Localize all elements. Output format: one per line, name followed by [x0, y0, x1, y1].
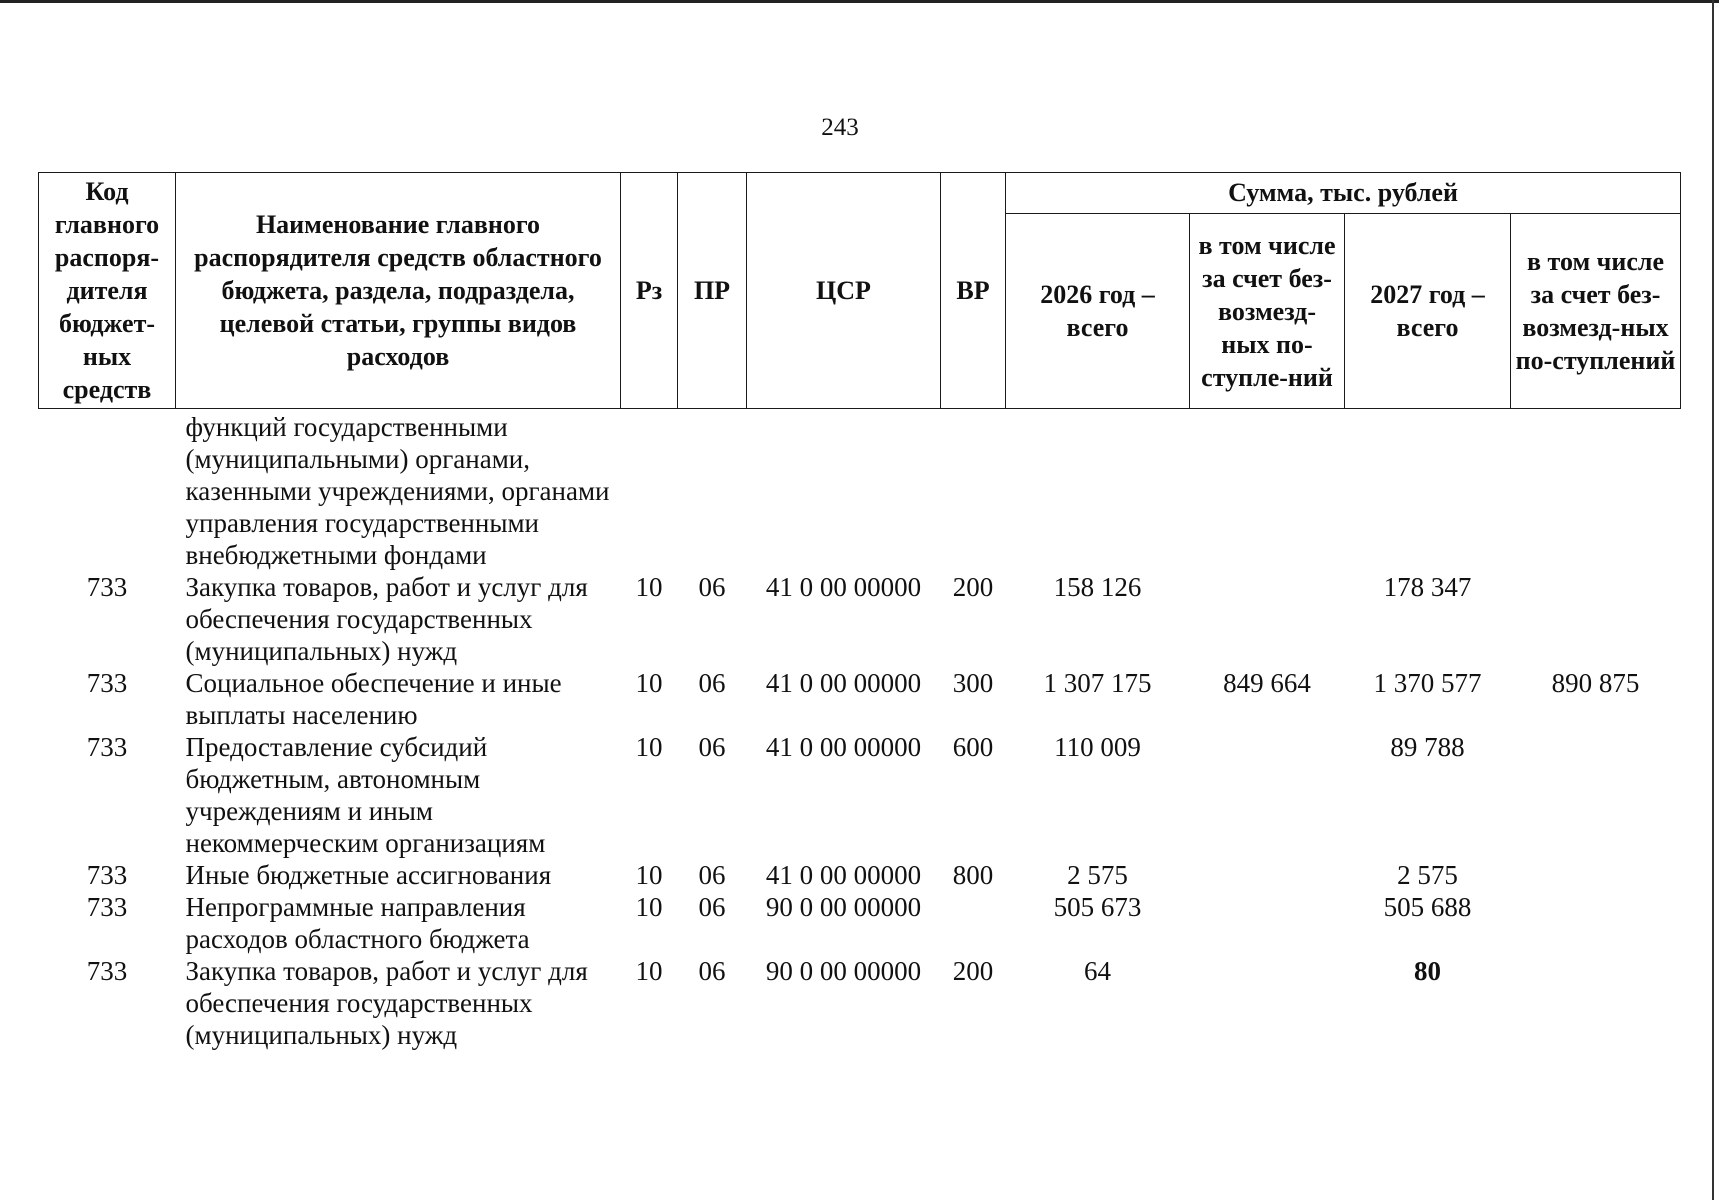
- cell-csr: 41 0 00 00000: [765, 668, 922, 698]
- cell-2027-total: 80: [1414, 956, 1441, 986]
- header-pr: ПР: [678, 173, 747, 409]
- cell-code: 733: [86, 732, 128, 762]
- cell-csr: [747, 409, 941, 572]
- cell-2026-free: [1190, 731, 1345, 859]
- header-2027-total: 2027 год – всего: [1345, 214, 1511, 409]
- cell-pr: 06: [698, 732, 726, 762]
- cell-2027-free: [1511, 409, 1681, 572]
- table-row: [39, 571, 1681, 667]
- cell-2027-free: 890 875: [1551, 668, 1640, 698]
- cell-vr: 600: [952, 732, 994, 762]
- cell-2026-free: [1190, 571, 1345, 667]
- cell-name: Закупка товаров, работ и услуг для обеспечения государственных (муниципальных) нужд: [185, 572, 588, 666]
- cell-2026-total: 1 307 175: [1043, 668, 1152, 698]
- scan-right-edge: [1712, 0, 1714, 1200]
- cell-code: 733: [86, 668, 128, 698]
- cell-2026-total: [1006, 409, 1190, 572]
- cell-pr: 06: [698, 892, 726, 922]
- cell-2027-total: [1345, 409, 1511, 572]
- cell-2026-free: [1190, 891, 1345, 955]
- cell-name: Иные бюджетные ассигнования: [185, 860, 552, 890]
- cell-pr: 06: [698, 668, 726, 698]
- header-code: Код главного распоря-дителя бюджет-ных средств: [39, 173, 176, 409]
- cell-csr: 90 0 00 00000: [765, 892, 922, 922]
- table-row: [39, 731, 1681, 859]
- cell-vr: 200: [952, 572, 994, 602]
- header-csr: ЦСР: [747, 173, 941, 409]
- header-2026-total: 2026 год – всего: [1006, 214, 1190, 409]
- header-row-1: [39, 173, 1681, 214]
- cell-csr: 41 0 00 00000: [765, 572, 922, 602]
- cell-pr: 06: [698, 956, 726, 986]
- table-body: [39, 409, 1681, 1052]
- header-vr: ВР: [941, 173, 1006, 409]
- cell-rz: 10: [635, 860, 663, 890]
- cell-2027-free: [1511, 859, 1681, 891]
- cell-name: Социальное обеспечение и иные выплаты населению: [185, 668, 562, 730]
- cell-name: Непрограммные направления расходов областного бюджета: [185, 892, 530, 954]
- cell-pr: [678, 409, 747, 572]
- header-name: Наименование главного распорядителя средств областного бюджета, раздела, подраздела, целевой статьи, группы видов расходов: [176, 173, 621, 409]
- cell-2027-total: 89 788: [1390, 732, 1465, 762]
- header-rz: Рз: [621, 173, 678, 409]
- cell-2026-total: 2 575: [1067, 860, 1128, 890]
- table-row: [39, 667, 1681, 731]
- cell-pr: 06: [698, 572, 726, 602]
- cell-csr: 41 0 00 00000: [765, 732, 922, 762]
- cell-code: 733: [86, 860, 128, 890]
- cell-csr: 41 0 00 00000: [765, 860, 922, 890]
- page-number: 243: [821, 114, 859, 141]
- budget-table: [38, 172, 1681, 1051]
- cell-rz: 10: [635, 732, 663, 762]
- cell-2027-total: 505 688: [1383, 892, 1472, 922]
- cell-2027-free: [1511, 571, 1681, 667]
- cell-2026-free: [1190, 409, 1345, 572]
- cell-2026-total: 505 673: [1053, 892, 1142, 922]
- cell-2027-total: 178 347: [1383, 572, 1472, 602]
- cell-2026-free: [1190, 859, 1345, 891]
- cell-2026-total: 110 009: [1054, 732, 1141, 762]
- cell-code: 733: [86, 572, 128, 602]
- cell-code: 733: [86, 892, 128, 922]
- cell-2026-total: 64: [1084, 956, 1111, 986]
- cell-2026-free: 849 664: [1223, 668, 1311, 698]
- cell-vr: [941, 891, 1006, 955]
- cell-name: Закупка товаров, работ и услуг для обеспечения государственных (муниципальных) нужд: [185, 956, 588, 1050]
- cell-vr: 300: [952, 668, 994, 698]
- header-sum: Сумма, тыс. рублей: [1006, 173, 1681, 214]
- cell-2027-free: [1511, 955, 1681, 1051]
- table-row: [39, 859, 1681, 891]
- cell-vr: [941, 409, 1006, 572]
- cell-rz: [621, 409, 678, 572]
- table-row: [39, 891, 1681, 955]
- header-2026-free: в том числе за счет без-возмезд-ных по-ступле-ний: [1190, 214, 1345, 409]
- cell-name: Предоставление субсидий бюджетным, автономным учреждениям и иным некоммерческим организациям: [185, 732, 546, 858]
- cell-rz: 10: [635, 668, 663, 698]
- cell-vr: 200: [952, 956, 994, 986]
- cell-name: функций государственными (муниципальными) органами, казенными учреждениями, органами управления государственными внебюджетными фондами: [185, 412, 610, 570]
- cell-2026-free: [1190, 955, 1345, 1051]
- table-header: [39, 173, 1681, 409]
- cell-rz: 10: [635, 956, 663, 986]
- cell-csr: 90 0 00 00000: [765, 956, 922, 986]
- cell-pr: 06: [698, 860, 726, 890]
- scan-top-edge: [0, 0, 1719, 3]
- cell-2027-total: 2 575: [1397, 860, 1458, 890]
- header-2027-free: в том числе за счет без-возмезд-ных по-ступлений: [1511, 214, 1681, 409]
- cell-vr: 800: [952, 860, 994, 890]
- table-row: [39, 955, 1681, 1051]
- table-row: [39, 409, 1681, 572]
- cell-code: 733: [86, 956, 128, 986]
- cell-rz: 10: [635, 572, 663, 602]
- cell-rz: 10: [635, 892, 663, 922]
- cell-2026-total: 158 126: [1053, 572, 1142, 602]
- cell-2027-free: [1511, 731, 1681, 859]
- cell-2027-free: [1511, 891, 1681, 955]
- cell-2027-total: 1 370 577: [1373, 668, 1482, 698]
- cell-code: [39, 409, 176, 572]
